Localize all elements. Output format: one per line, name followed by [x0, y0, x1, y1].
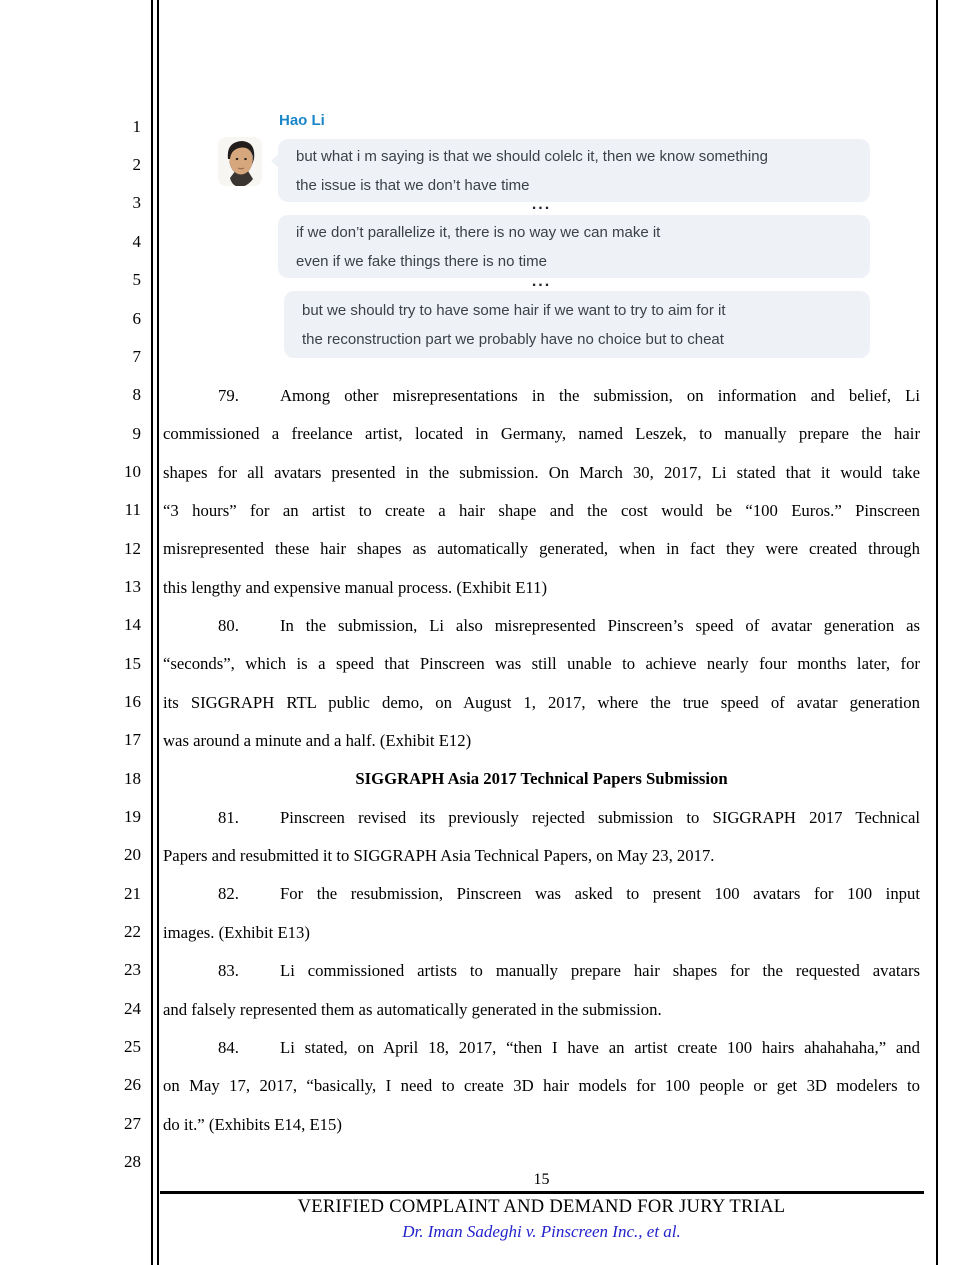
- paragraph-line: this lengthy and expensive manual process. (Exhibit E11): [163, 577, 548, 597]
- line-number: 21: [124, 883, 141, 903]
- line-number: 3: [132, 193, 141, 213]
- line-number: 24: [124, 998, 141, 1018]
- paragraph-text: For the resubmission, Pinscreen was asked to present 100 avatars for 100 input: [280, 884, 920, 904]
- line-number: 27: [124, 1113, 141, 1133]
- chat-message-line: the reconstruction part we probably have no choice but to cheat: [302, 331, 724, 348]
- line-number: 15: [124, 653, 141, 673]
- chat-message-line: but what i m saying is that we should colelc it, then we know something: [296, 148, 768, 165]
- chat-ellipsis-separator: ...: [531, 273, 552, 290]
- paragraph-line: misrepresented these hair shapes as automatically generated, when in fact they were created through: [163, 539, 920, 559]
- footer-page-number: 15: [533, 1171, 550, 1188]
- paragraph-line: Papers and resubmitted it to SIGGRAPH Asia Technical Papers, on May 23, 2017.: [163, 846, 715, 866]
- chat-ellipsis-separator: ...: [531, 196, 552, 213]
- chat-bubble: [278, 139, 870, 202]
- chat-bubble: [284, 291, 870, 358]
- paragraph-line: do it.” (Exhibits E14, E15): [163, 1114, 342, 1134]
- paragraph-text: Li commissioned artists to manually prepare hair shapes for the requested avatars: [280, 961, 920, 981]
- paragraph-number: 79.: [218, 386, 239, 405]
- chat-message-line: if we don’t parallelize it, there is no way we can make it: [296, 224, 661, 241]
- chat-author-name: Hao Li: [279, 112, 325, 129]
- right-rule: [936, 0, 938, 1265]
- paragraph-line: [163, 607, 920, 645]
- line-number: 25: [124, 1037, 141, 1057]
- line-number: 13: [124, 576, 141, 596]
- footer-rule: [160, 1191, 924, 1194]
- paragraph-line: on May 17, 2017, “basically, I need to create 3D hair models for 100 people or get 3D modelers to: [163, 1076, 920, 1096]
- paragraph-number: 81.: [218, 807, 239, 827]
- section-heading: SIGGRAPH Asia 2017 Technical Papers Submission: [355, 769, 728, 789]
- paragraph-number: 80.: [218, 616, 239, 636]
- line-number: 19: [124, 806, 141, 826]
- paragraph-line: shapes for all avatars presented in the submission. On March 30, 2017, Li stated that it would take: [163, 462, 920, 482]
- paragraph-text: In the submission, Li also misrepresented Pinscreen’s speed of avatar generation as: [280, 616, 920, 636]
- paragraph-line: its SIGGRAPH RTL public demo, on August 1, 2017, where the true speed of avatar generation: [163, 692, 920, 712]
- line-number: 2: [132, 155, 141, 175]
- paragraph-line: [163, 377, 920, 415]
- line-number: 8: [132, 385, 141, 405]
- left-double-rule: [151, 0, 159, 1265]
- line-number: 10: [124, 461, 141, 481]
- line-number: 5: [132, 270, 141, 290]
- line-number: 7: [132, 346, 141, 366]
- line-number: 16: [124, 691, 141, 711]
- paragraph-text: Li stated, on April 18, 2017, “then I have an artist create 100 hairs ahahahaha,” and: [280, 1037, 920, 1057]
- paragraph-line: images. (Exhibit E13): [163, 922, 310, 942]
- paragraph-line: [163, 952, 920, 990]
- avatar: [218, 137, 262, 186]
- chat-message-line: even if we fake things there is no time: [296, 253, 547, 270]
- complaint-body: [163, 377, 920, 1144]
- paragraph-number: 83.: [218, 961, 239, 981]
- line-number: 18: [124, 768, 141, 788]
- line-number: 23: [124, 960, 141, 980]
- line-number: 12: [124, 538, 141, 558]
- line-number: 22: [124, 922, 141, 942]
- footer-title: VERIFIED COMPLAINT AND DEMAND FOR JURY TRIAL: [297, 1197, 786, 1217]
- paragraph-line: commissioned a freelance artist, located in Germany, named Leszek, to manually prepare the hair: [163, 424, 920, 444]
- paragraph-line: and falsely represented them as automatically generated in the submission.: [163, 999, 662, 1019]
- paragraph-line: [163, 875, 920, 913]
- line-number: 17: [124, 730, 141, 750]
- paragraph-line: “3 hours” for an artist to create a hair shape and the cost would be “100 Euros.” Pinscreen: [163, 501, 920, 521]
- line-number: 14: [124, 615, 141, 635]
- chat-message-line: but we should try to have some hair if we want to try to aim for it: [302, 302, 726, 319]
- paragraph-text: Pinscreen revised its previously rejected submission to SIGGRAPH 2017 Technical: [280, 807, 920, 827]
- paragraph-line: [163, 799, 920, 837]
- line-number: 6: [132, 308, 141, 328]
- paragraph-text: Among other misrepresentations in the submission, on information and belief, Li: [280, 386, 920, 405]
- paragraph-line: “seconds”, which is a speed that Pinscreen was still unable to achieve nearly four months later, for: [163, 654, 920, 674]
- line-number: 26: [124, 1075, 141, 1095]
- line-number: 4: [132, 231, 141, 251]
- paragraph-number: 84.: [218, 1037, 239, 1057]
- paragraph-line: was around a minute and a half. (Exhibit E12): [163, 731, 472, 751]
- line-number: 28: [124, 1152, 141, 1172]
- line-number: 1: [132, 116, 141, 136]
- paragraph-number: 82.: [218, 884, 239, 904]
- chat-bubble: [278, 215, 870, 278]
- line-number: 20: [124, 845, 141, 865]
- line-number: 9: [132, 423, 141, 443]
- line-number-column: [0, 108, 141, 1182]
- paragraph-line: [163, 1029, 920, 1067]
- chat-bubble-tail: [271, 153, 280, 169]
- footer-case-name: Dr. Iman Sadeghi v. Pinscreen Inc., et al.: [402, 1222, 681, 1241]
- chat-message-line: the issue is that we don’t have time: [296, 177, 530, 194]
- line-number: 11: [124, 500, 141, 520]
